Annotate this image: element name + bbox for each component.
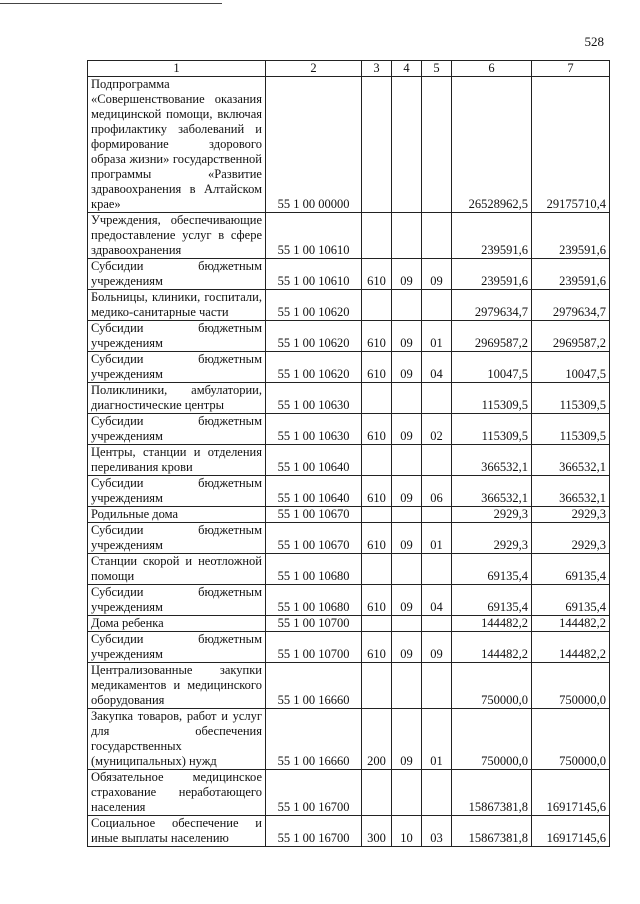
subsection — [422, 554, 452, 585]
expense-type: 610 — [362, 632, 392, 663]
subsection — [422, 290, 452, 321]
row-name: Централизованные закупки медикаментов и медицинского оборудования — [88, 663, 266, 709]
amount-year-1: 15867381,8 — [452, 816, 532, 847]
target-code: 55 1 00 10620 — [266, 321, 362, 352]
table-row — [88, 507, 610, 523]
expense-type: 610 — [362, 321, 392, 352]
expense-type — [362, 616, 392, 632]
subsection — [422, 663, 452, 709]
target-code: 55 1 00 16660 — [266, 709, 362, 770]
section — [392, 77, 422, 213]
amount-year-1: 2969587,2 — [452, 321, 532, 352]
amount-year-1: 115309,5 — [452, 414, 532, 445]
row-name: Центры, станции и отделения переливания крови — [88, 445, 266, 476]
row-name: Субсидии бюджетным учреждениям — [88, 321, 266, 352]
row-name: Субсидии бюджетным учреждениям — [88, 632, 266, 663]
row-name: Субсидии бюджетным учреждениям — [88, 523, 266, 554]
section — [392, 554, 422, 585]
expense-type: 610 — [362, 585, 392, 616]
amount-year-2: 239591,6 — [532, 259, 610, 290]
amount-year-1: 750000,0 — [452, 663, 532, 709]
table-row — [88, 554, 610, 585]
amount-year-2: 2979634,7 — [532, 290, 610, 321]
row-name: Социальное обеспечение и иные выплаты населению — [88, 816, 266, 847]
section: 09 — [392, 259, 422, 290]
target-code: 55 1 00 10630 — [266, 383, 362, 414]
table-row — [88, 585, 610, 616]
expense-type: 200 — [362, 709, 392, 770]
amount-year-2: 115309,5 — [532, 383, 610, 414]
expense-type — [362, 290, 392, 321]
target-code: 55 1 00 16660 — [266, 663, 362, 709]
expense-type: 300 — [362, 816, 392, 847]
row-name: Поликлиники, амбулатории, диагностические центры — [88, 383, 266, 414]
section: 09 — [392, 585, 422, 616]
amount-year-2: 750000,0 — [532, 709, 610, 770]
expense-type: 610 — [362, 259, 392, 290]
table-row — [88, 290, 610, 321]
target-code: 55 1 00 10640 — [266, 445, 362, 476]
amount-year-1: 366532,1 — [452, 445, 532, 476]
section: 09 — [392, 709, 422, 770]
subsection: 09 — [422, 632, 452, 663]
target-code: 55 1 00 10700 — [266, 632, 362, 663]
section — [392, 213, 422, 259]
amount-year-2: 16917145,6 — [532, 770, 610, 816]
amount-year-2: 366532,1 — [532, 476, 610, 507]
amount-year-2: 2929,3 — [532, 507, 610, 523]
amount-year-1: 69135,4 — [452, 554, 532, 585]
amount-year-1: 750000,0 — [452, 709, 532, 770]
page-number: 528 — [584, 34, 604, 49]
amount-year-2: 144482,2 — [532, 616, 610, 632]
target-code: 55 1 00 10680 — [266, 585, 362, 616]
amount-year-1: 15867381,8 — [452, 770, 532, 816]
amount-year-1: 26528962,5 — [452, 77, 532, 213]
amount-year-1: 10047,5 — [452, 352, 532, 383]
target-code: 55 1 00 10610 — [266, 259, 362, 290]
amount-year-1: 239591,6 — [452, 259, 532, 290]
column-header: 3 — [362, 61, 392, 77]
table-row — [88, 321, 610, 352]
section: 09 — [392, 523, 422, 554]
amount-year-1: 2929,3 — [452, 523, 532, 554]
expense-type — [362, 383, 392, 414]
amount-year-2: 10047,5 — [532, 352, 610, 383]
section — [392, 616, 422, 632]
header-rule — [0, 3, 222, 4]
row-name: Субсидии бюджетным учреждениям — [88, 259, 266, 290]
subsection — [422, 507, 452, 523]
column-header: 1 — [88, 61, 266, 77]
expense-type — [362, 663, 392, 709]
section — [392, 445, 422, 476]
subsection: 03 — [422, 816, 452, 847]
table-row — [88, 414, 610, 445]
target-code: 55 1 00 10610 — [266, 213, 362, 259]
subsection: 06 — [422, 476, 452, 507]
row-name: Субсидии бюджетным учреждениям — [88, 352, 266, 383]
amount-year-2: 69135,4 — [532, 585, 610, 616]
amount-year-1: 239591,6 — [452, 213, 532, 259]
amount-year-1: 366532,1 — [452, 476, 532, 507]
subsection — [422, 383, 452, 414]
table-row — [88, 632, 610, 663]
expense-type — [362, 213, 392, 259]
section: 10 — [392, 816, 422, 847]
amount-year-1: 144482,2 — [452, 616, 532, 632]
section — [392, 383, 422, 414]
target-code: 55 1 00 10670 — [266, 507, 362, 523]
amount-year-1: 115309,5 — [452, 383, 532, 414]
subsection: 09 — [422, 259, 452, 290]
expense-type — [362, 770, 392, 816]
subsection: 04 — [422, 585, 452, 616]
amount-year-2: 2969587,2 — [532, 321, 610, 352]
subsection: 02 — [422, 414, 452, 445]
amount-year-2: 239591,6 — [532, 213, 610, 259]
section: 09 — [392, 476, 422, 507]
amount-year-2: 115309,5 — [532, 414, 610, 445]
row-name: Станции скорой и неотложной помощи — [88, 554, 266, 585]
table-row — [88, 663, 610, 709]
budget-table — [87, 60, 610, 847]
column-header: 7 — [532, 61, 610, 77]
table-row — [88, 770, 610, 816]
subsection: 01 — [422, 523, 452, 554]
target-code: 55 1 00 10620 — [266, 290, 362, 321]
section: 09 — [392, 321, 422, 352]
table-row — [88, 383, 610, 414]
table-header-row — [88, 61, 610, 77]
column-header: 5 — [422, 61, 452, 77]
section — [392, 290, 422, 321]
row-name: Подпрограмма «Совершенствование оказания медицинской помощи, включая профилактику заболеваний и формирование здорового образа жизни» государственной программы «Развитие здравоохранения в Алтайском крае» — [88, 77, 266, 213]
expense-type — [362, 77, 392, 213]
amount-year-1: 69135,4 — [452, 585, 532, 616]
target-code: 55 1 00 10620 — [266, 352, 362, 383]
subsection: 01 — [422, 709, 452, 770]
amount-year-2: 750000,0 — [532, 663, 610, 709]
row-name: Больницы, клиники, госпитали, медико-санитарные части — [88, 290, 266, 321]
table-row — [88, 816, 610, 847]
target-code: 55 1 00 10630 — [266, 414, 362, 445]
amount-year-2: 16917145,6 — [532, 816, 610, 847]
subsection — [422, 77, 452, 213]
amount-year-1: 2929,3 — [452, 507, 532, 523]
table-row — [88, 476, 610, 507]
section — [392, 507, 422, 523]
table-row — [88, 523, 610, 554]
target-code: 55 1 00 10700 — [266, 616, 362, 632]
expense-type: 610 — [362, 414, 392, 445]
table-row — [88, 259, 610, 290]
table-row — [88, 616, 610, 632]
expense-type: 610 — [362, 476, 392, 507]
column-header: 6 — [452, 61, 532, 77]
row-name: Субсидии бюджетным учреждениям — [88, 414, 266, 445]
expense-type — [362, 554, 392, 585]
target-code: 55 1 00 10670 — [266, 523, 362, 554]
subsection: 04 — [422, 352, 452, 383]
subsection — [422, 445, 452, 476]
row-name: Закупка товаров, работ и услуг для обеспечения государственных (муниципальных) нужд — [88, 709, 266, 770]
section — [392, 770, 422, 816]
amount-year-2: 29175710,4 — [532, 77, 610, 213]
expense-type: 610 — [362, 523, 392, 554]
subsection — [422, 770, 452, 816]
table-row — [88, 445, 610, 476]
amount-year-1: 144482,2 — [452, 632, 532, 663]
amount-year-2: 2929,3 — [532, 523, 610, 554]
target-code: 55 1 00 16700 — [266, 816, 362, 847]
table-row — [88, 213, 610, 259]
row-name: Субсидии бюджетным учреждениям — [88, 585, 266, 616]
row-name: Дома ребенка — [88, 616, 266, 632]
amount-year-2: 144482,2 — [532, 632, 610, 663]
column-header: 2 — [266, 61, 362, 77]
expense-type — [362, 445, 392, 476]
expense-type: 610 — [362, 352, 392, 383]
row-name: Учреждения, обеспечивающие предоставление услуг в сфере здравоохранения — [88, 213, 266, 259]
row-name: Субсидии бюджетным учреждениям — [88, 476, 266, 507]
table-row — [88, 352, 610, 383]
expense-type — [362, 507, 392, 523]
target-code: 55 1 00 10640 — [266, 476, 362, 507]
target-code: 55 1 00 00000 — [266, 77, 362, 213]
section — [392, 663, 422, 709]
subsection — [422, 616, 452, 632]
amount-year-2: 366532,1 — [532, 445, 610, 476]
column-header: 4 — [392, 61, 422, 77]
table-row — [88, 77, 610, 213]
target-code: 55 1 00 10680 — [266, 554, 362, 585]
amount-year-2: 69135,4 — [532, 554, 610, 585]
table-row — [88, 709, 610, 770]
subsection: 01 — [422, 321, 452, 352]
subsection — [422, 213, 452, 259]
row-name: Обязательное медицинское страхование неработающего населения — [88, 770, 266, 816]
target-code: 55 1 00 16700 — [266, 770, 362, 816]
section: 09 — [392, 414, 422, 445]
row-name: Родильные дома — [88, 507, 266, 523]
section: 09 — [392, 352, 422, 383]
amount-year-1: 2979634,7 — [452, 290, 532, 321]
section: 09 — [392, 632, 422, 663]
